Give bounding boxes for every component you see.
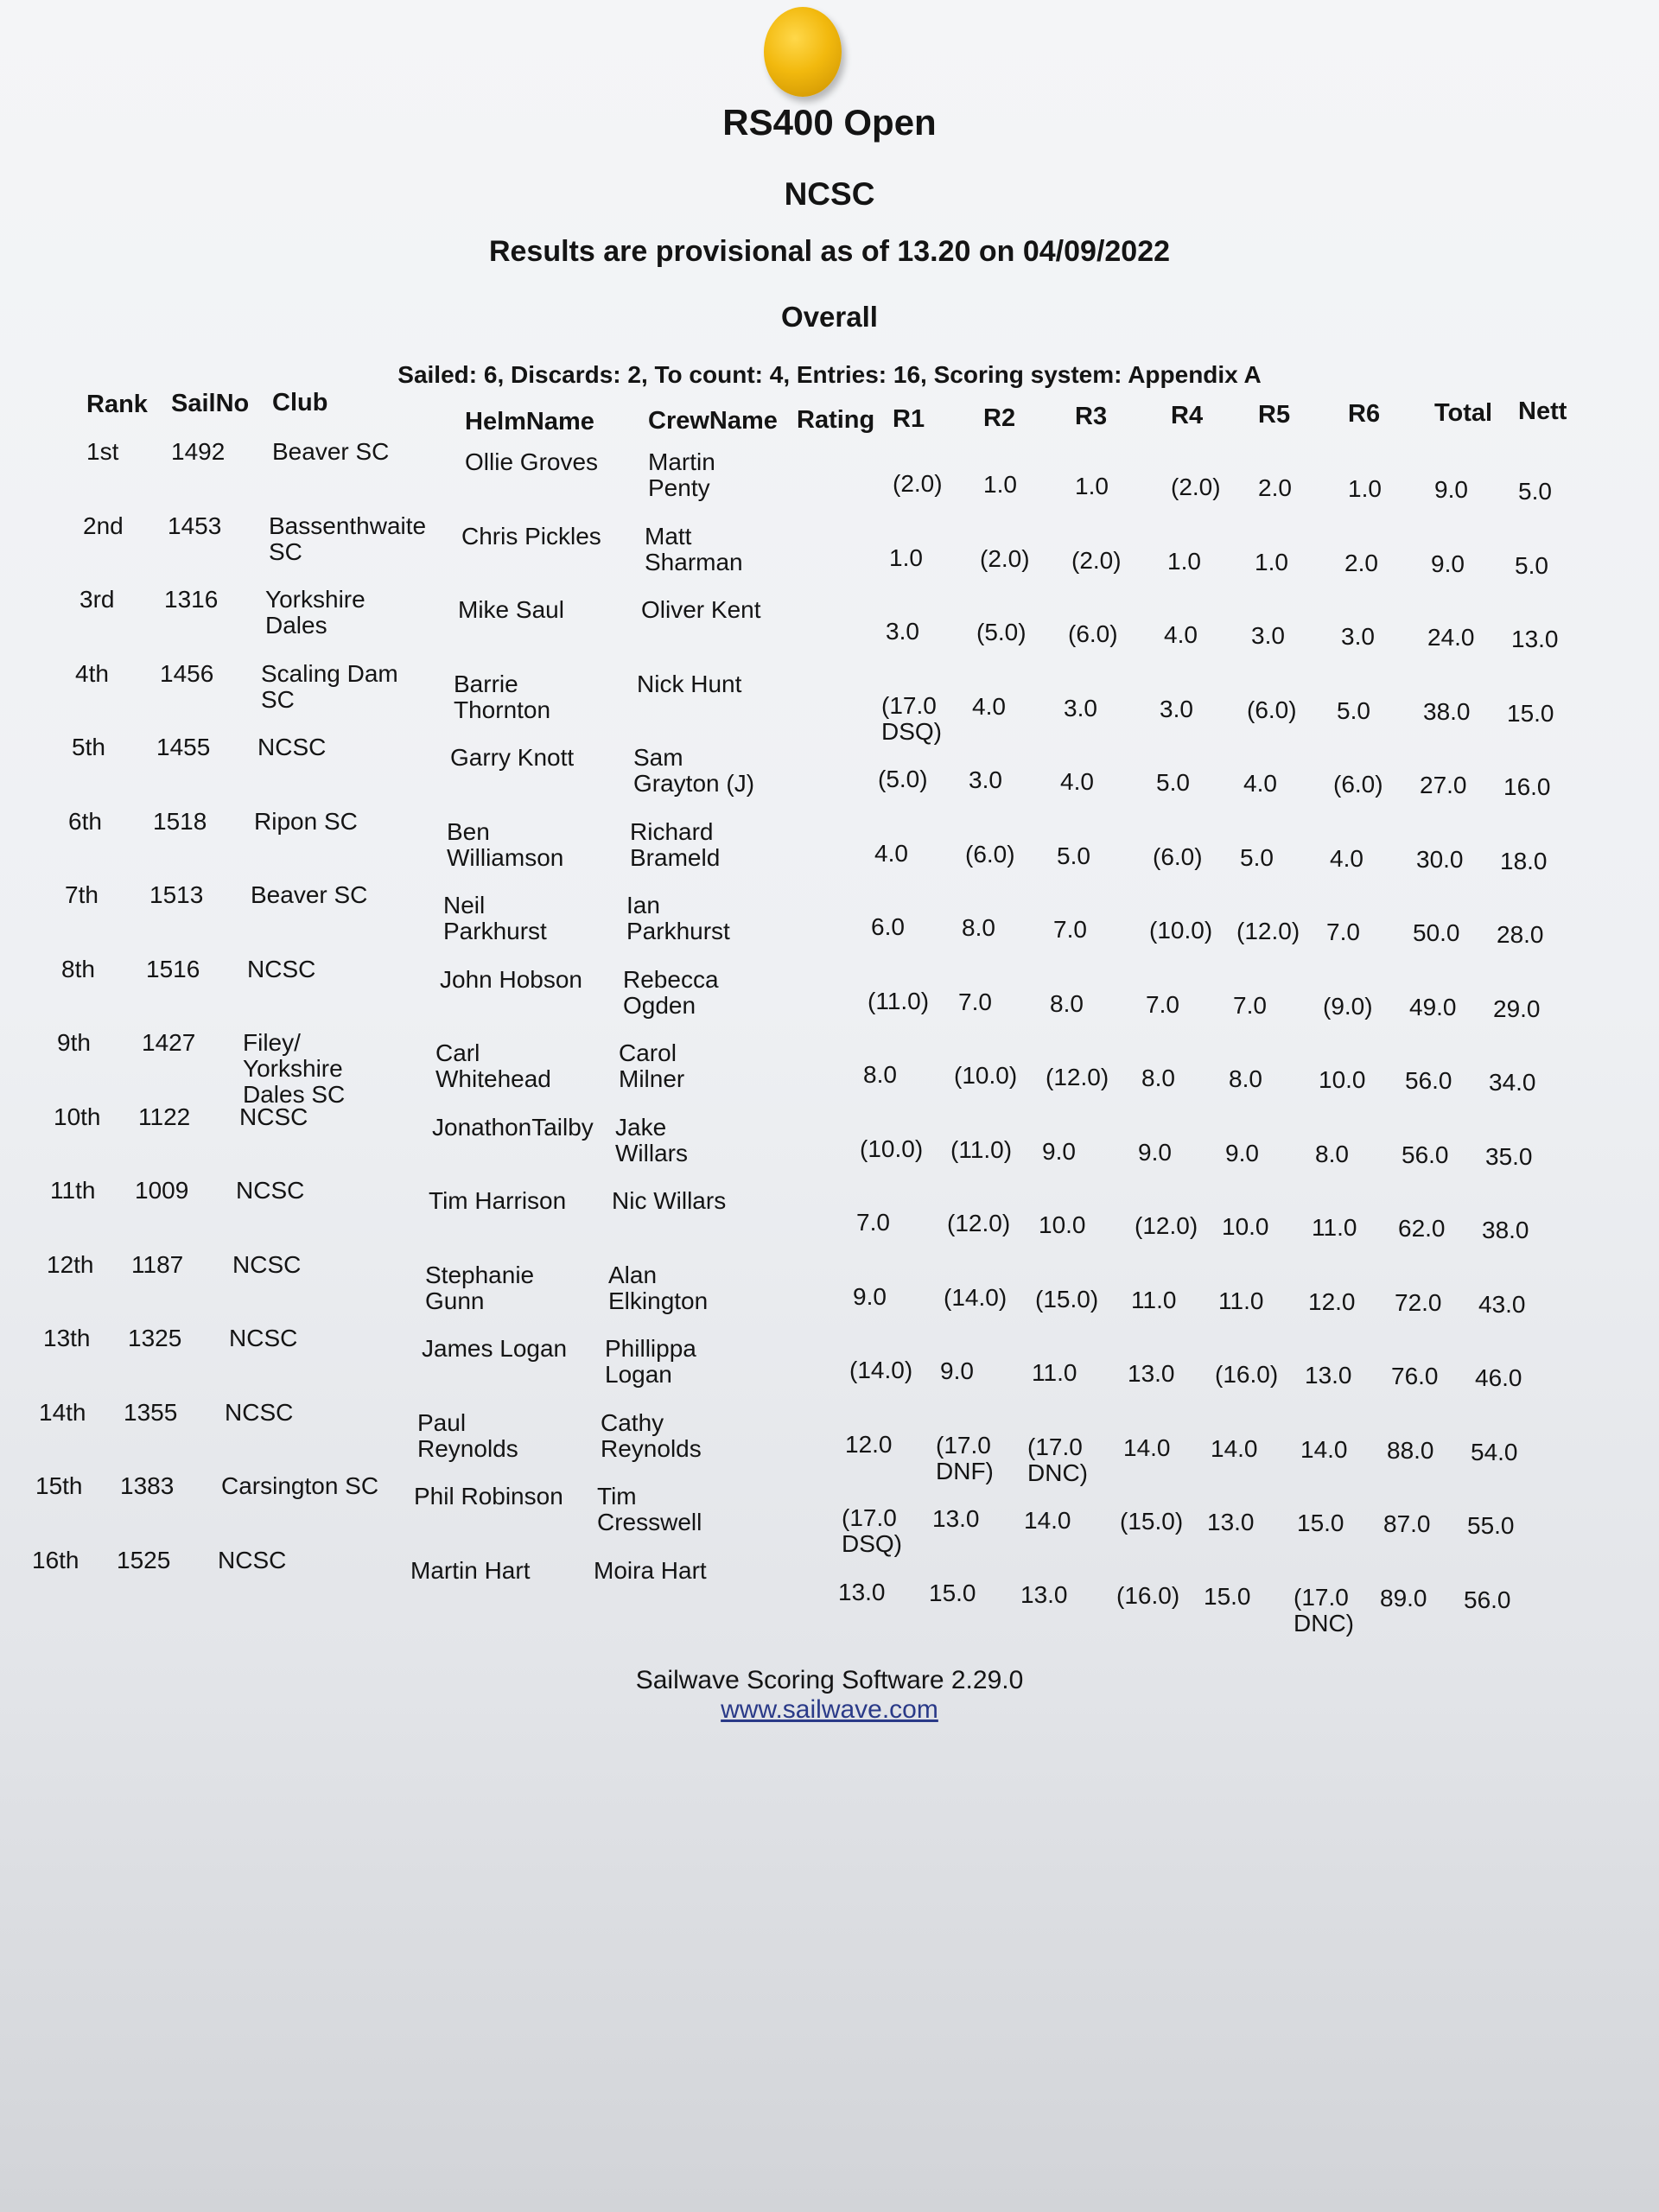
cell-total: 9.0 [1431, 550, 1465, 577]
cell-nett: 28.0 [1497, 921, 1544, 948]
cell-nett: 54.0 [1471, 1439, 1518, 1465]
cell-r4: (12.0) [1135, 1212, 1198, 1239]
cell-helm-name: John Hobson [440, 966, 583, 993]
cell-total: 88.0 [1387, 1437, 1434, 1464]
cell-r1: 3.0 [886, 618, 919, 645]
cell-r1: 7.0 [856, 1209, 890, 1236]
cell-crew-name: Ian Parkhurst [626, 892, 730, 944]
cell-r4: 5.0 [1156, 769, 1190, 796]
cell-r6: 13.0 [1305, 1362, 1352, 1389]
cell-total: 56.0 [1402, 1141, 1449, 1168]
cell-crew-name: Cathy Reynolds [601, 1409, 702, 1462]
cell-r3: 13.0 [1020, 1581, 1068, 1608]
cell-r3: 11.0 [1032, 1359, 1077, 1386]
cell-r1: 8.0 [863, 1061, 897, 1088]
cell-sail-no: 1383 [120, 1472, 175, 1499]
cell-sail-no: 1009 [135, 1177, 189, 1204]
cell-club: Yorkshire Dales [265, 586, 365, 639]
cell-r2: (14.0) [944, 1284, 1007, 1311]
column-header-r4: R4 [1171, 402, 1204, 429]
cell-r1: 12.0 [845, 1431, 893, 1458]
cell-r5: 10.0 [1222, 1213, 1269, 1240]
cell-rank: 16th [32, 1547, 79, 1573]
cell-sail-no: 1427 [142, 1029, 196, 1056]
cell-r6: 8.0 [1315, 1141, 1349, 1167]
cell-r3: 8.0 [1050, 990, 1084, 1017]
cell-r2: (17.0 DNF) [936, 1432, 994, 1484]
cell-crew-name: Jake Willars [615, 1114, 688, 1166]
series-summary: Sailed: 6, Discards: 2, To count: 4, Entries: 16, Scoring system: Appendix A [397, 361, 1262, 388]
sailwave-link[interactable]: www.sailwave.com [721, 1695, 938, 1724]
software-credit: Sailwave Scoring Software 2.29.0 [635, 1666, 1024, 1694]
cell-rank: 6th [68, 808, 102, 835]
column-header-sail-no: SailNo [171, 390, 250, 417]
cell-r6: 3.0 [1341, 623, 1375, 650]
cell-r5: 3.0 [1251, 622, 1285, 649]
cell-r2: 13.0 [932, 1505, 980, 1532]
cell-helm-name: Mike Saul [458, 596, 564, 623]
cell-r1: 13.0 [838, 1579, 886, 1605]
cell-sail-no: 1122 [138, 1103, 191, 1130]
cell-total: 87.0 [1383, 1510, 1431, 1537]
cell-crew-name: Moira Hart [594, 1557, 707, 1584]
cell-r2: 4.0 [972, 693, 1006, 720]
cell-sail-no: 1516 [146, 956, 200, 982]
cell-helm-name: Ben Williamson [447, 818, 564, 871]
page-title: RS400 Open [722, 102, 937, 143]
cell-nett: 5.0 [1518, 478, 1552, 505]
cell-nett: 38.0 [1482, 1217, 1529, 1243]
cell-helm-name: Martin Hart [410, 1557, 531, 1584]
cell-r1: (17.0 DSQ) [881, 692, 942, 745]
cell-nett: 13.0 [1511, 626, 1559, 652]
cell-helm-name: Stephanie Gunn [425, 1262, 535, 1314]
cell-r1: 4.0 [874, 840, 908, 867]
cell-r2: (12.0) [947, 1210, 1011, 1236]
cell-r5: 4.0 [1243, 770, 1277, 797]
cell-total: 50.0 [1413, 919, 1460, 946]
cell-crew-name: Alan Elkington [608, 1262, 709, 1314]
cell-r3: 7.0 [1053, 916, 1087, 943]
cell-total: 72.0 [1395, 1289, 1442, 1316]
cell-r2: (10.0) [954, 1062, 1018, 1089]
cell-r2: (6.0) [965, 841, 1015, 868]
cell-club: NCSC [247, 956, 316, 982]
cell-club: Carsington SC [221, 1472, 379, 1499]
cell-crew-name: Tim Cresswell [597, 1483, 702, 1535]
cell-r6: (6.0) [1333, 771, 1383, 798]
footer-link-line [0, 1695, 1659, 1725]
cell-nett: 55.0 [1467, 1512, 1515, 1539]
cell-helm-name: Phil Robinson [414, 1483, 563, 1510]
cell-r4: 9.0 [1138, 1139, 1172, 1166]
cell-r5: 13.0 [1207, 1509, 1255, 1535]
cell-r6: 11.0 [1312, 1214, 1357, 1241]
cell-r3: (15.0) [1035, 1286, 1099, 1313]
cell-r2: 3.0 [969, 766, 1002, 793]
cell-r3: 5.0 [1057, 842, 1090, 869]
column-header-r1: R1 [893, 405, 925, 433]
cell-crew-name: Carol Milner [619, 1039, 685, 1092]
cell-r4: (2.0) [1171, 474, 1221, 500]
cell-r5: (16.0) [1215, 1361, 1279, 1388]
cell-helm-name: James Logan [422, 1335, 568, 1362]
cell-r2: 8.0 [962, 914, 995, 941]
cell-club: NCSC [257, 734, 327, 760]
cell-r1: (11.0) [868, 988, 930, 1014]
cell-nett: 15.0 [1507, 700, 1554, 727]
cell-club: NCSC [218, 1547, 287, 1573]
cell-rank: 1st [86, 438, 119, 465]
cell-r3: 14.0 [1024, 1507, 1071, 1534]
cell-r3: (2.0) [1071, 547, 1122, 574]
cell-crew-name: Matt Sharman [645, 523, 743, 575]
provisional-notice: Results are provisional as of 13.20 on 04/09/2022 [488, 235, 1171, 268]
cell-nett: 46.0 [1475, 1364, 1522, 1391]
cell-rank: 7th [65, 881, 99, 908]
cell-r6: 10.0 [1319, 1066, 1366, 1093]
cell-r4: (6.0) [1153, 843, 1203, 870]
cell-rank: 15th [35, 1472, 83, 1499]
cell-r6: 2.0 [1344, 550, 1378, 576]
cell-r3: 9.0 [1042, 1138, 1076, 1165]
cell-nett: 34.0 [1489, 1069, 1536, 1096]
cell-club: Beaver SC [272, 438, 390, 465]
cell-rank: 11th [50, 1177, 96, 1204]
column-header-club: Club [272, 389, 328, 416]
cell-r6: (17.0 DNC) [1294, 1584, 1354, 1637]
cell-nett: 16.0 [1503, 773, 1551, 800]
cell-helm-name: Tim Harrison [429, 1187, 567, 1214]
cell-r2: 9.0 [940, 1357, 974, 1384]
cell-r4: 3.0 [1160, 696, 1193, 722]
cell-total: 76.0 [1391, 1363, 1439, 1389]
cell-club: NCSC [239, 1103, 308, 1130]
cell-r4: 8.0 [1141, 1065, 1175, 1091]
column-header-nett: Nett [1518, 397, 1567, 425]
cell-total: 56.0 [1405, 1067, 1452, 1094]
cell-r1: (17.0 DSQ) [842, 1504, 902, 1557]
cell-r2: 1.0 [983, 471, 1017, 498]
cell-helm-name: Carl Whitehead [435, 1039, 551, 1092]
cell-rank: 5th [72, 734, 105, 760]
cell-r5: (12.0) [1236, 918, 1300, 944]
cell-crew-name: Sam Grayton (J) [633, 744, 755, 797]
cell-r6: 14.0 [1300, 1436, 1348, 1463]
cell-sail-no: 1187 [131, 1251, 184, 1278]
cell-r2: (5.0) [976, 619, 1027, 645]
section-heading: Overall [781, 301, 878, 333]
cell-r6: 4.0 [1330, 845, 1363, 872]
cell-r1: (5.0) [878, 766, 928, 792]
cell-nett: 35.0 [1485, 1143, 1533, 1170]
cell-club: Filey/ Yorkshire Dales SC [243, 1029, 346, 1108]
cell-helm-name: Neil Parkhurst [443, 892, 547, 944]
cell-rank: 10th [54, 1103, 101, 1130]
cell-helm-name: Ollie Groves [465, 448, 599, 475]
cell-total: 38.0 [1423, 698, 1471, 725]
cell-nett: 43.0 [1478, 1291, 1526, 1318]
cell-r4: (15.0) [1120, 1508, 1184, 1535]
cell-helm-name: JonathonTailby [432, 1114, 594, 1141]
cell-rank: 4th [75, 660, 109, 687]
cell-crew-name: Martin Penty [648, 448, 715, 501]
cell-r1: (10.0) [860, 1135, 924, 1162]
column-header-r6: R6 [1348, 400, 1381, 428]
column-header-crew-name: CrewName [648, 407, 778, 435]
cell-r5: 5.0 [1240, 844, 1274, 871]
cell-r1: 1.0 [889, 544, 923, 571]
cell-total: 89.0 [1380, 1585, 1427, 1611]
column-header-r3: R3 [1075, 403, 1108, 430]
club-heading: NCSC [784, 176, 875, 212]
cell-crew-name: Rebecca Ogden [623, 966, 719, 1019]
cell-r5: 2.0 [1258, 474, 1292, 501]
cell-helm-name: Barrie Thornton [454, 671, 551, 723]
cell-total: 9.0 [1434, 476, 1468, 503]
cell-r5: 8.0 [1229, 1065, 1262, 1092]
cell-crew-name: Nick Hunt [637, 671, 742, 697]
cell-helm-name: Garry Knott [450, 744, 575, 771]
cell-rank: 3rd [79, 586, 115, 613]
cell-rank: 14th [39, 1399, 86, 1426]
cell-r3: (12.0) [1046, 1064, 1109, 1090]
cell-r6: 7.0 [1326, 918, 1360, 945]
cell-helm-name: Paul Reynolds [417, 1409, 518, 1462]
column-header-rating: Rating [797, 406, 875, 434]
cell-r4: 11.0 [1131, 1287, 1177, 1313]
cell-sail-no: 1513 [149, 881, 204, 908]
cell-r4: (10.0) [1149, 917, 1213, 944]
cell-total: 49.0 [1409, 994, 1457, 1020]
cell-rank: 8th [61, 956, 95, 982]
cell-r5: (6.0) [1247, 696, 1297, 723]
cell-r1: 6.0 [871, 913, 905, 940]
cell-nett: 29.0 [1493, 995, 1541, 1022]
column-header-r5: R5 [1258, 401, 1291, 429]
cell-r3: 10.0 [1039, 1211, 1086, 1238]
cell-r5: 15.0 [1204, 1583, 1251, 1610]
cell-sail-no: 1456 [160, 660, 214, 687]
column-header-r2: R2 [983, 404, 1016, 432]
cell-helm-name: Chris Pickles [461, 523, 601, 550]
cell-rank: 13th [43, 1325, 91, 1351]
cell-r5: 1.0 [1255, 549, 1288, 575]
column-header-helm-name: HelmName [465, 408, 594, 435]
cell-sail-no: 1518 [153, 808, 207, 835]
cell-sail-no: 1455 [156, 734, 211, 760]
cell-club: NCSC [225, 1399, 294, 1426]
cell-r3: (6.0) [1068, 620, 1118, 647]
cell-r5: 9.0 [1225, 1140, 1259, 1166]
cell-sail-no: 1316 [164, 586, 219, 613]
cell-r6: 5.0 [1337, 697, 1370, 724]
cell-rank: 9th [57, 1029, 91, 1056]
cell-crew-name: Nic Willars [612, 1187, 727, 1214]
cell-r3: 1.0 [1075, 473, 1109, 499]
cell-r4: 14.0 [1123, 1434, 1171, 1461]
cell-r2: 7.0 [958, 988, 992, 1015]
cell-r6: 1.0 [1348, 475, 1382, 502]
cell-club: Beaver SC [251, 881, 368, 908]
cell-total: 62.0 [1398, 1215, 1446, 1242]
cell-sail-no: 1492 [171, 438, 226, 465]
cell-r2: (2.0) [980, 545, 1030, 572]
cell-r1: (2.0) [893, 470, 943, 497]
cell-r1: (14.0) [849, 1357, 913, 1383]
cell-r4: 4.0 [1164, 621, 1198, 648]
cell-r4: (16.0) [1116, 1582, 1180, 1609]
cell-sail-no: 1525 [117, 1547, 171, 1573]
cell-r3: (17.0 DNC) [1027, 1433, 1088, 1486]
cell-crew-name: Phillippa Logan [605, 1335, 696, 1388]
cell-total: 27.0 [1420, 772, 1467, 798]
cell-rank: 2nd [83, 512, 124, 539]
cell-sail-no: 1453 [168, 512, 222, 539]
cell-nett: 18.0 [1500, 848, 1548, 874]
cell-sail-no: 1355 [124, 1399, 178, 1426]
cell-r5: 11.0 [1218, 1287, 1264, 1314]
cell-club: Ripon SC [254, 808, 358, 835]
cell-club: Scaling Dam SC [261, 660, 398, 713]
cell-club: Bassenthwaite SC [269, 512, 427, 565]
cell-r2: 15.0 [929, 1580, 976, 1606]
cell-r4: 13.0 [1128, 1360, 1175, 1387]
cell-r2: (11.0) [950, 1136, 1013, 1163]
cell-r5: 14.0 [1211, 1435, 1258, 1462]
cell-crew-name: Richard Brameld [630, 818, 721, 871]
cell-r6: (9.0) [1323, 993, 1373, 1020]
cell-r4: 1.0 [1167, 548, 1201, 575]
cell-r1: 9.0 [853, 1283, 887, 1310]
cell-r6: 15.0 [1297, 1510, 1344, 1536]
cell-total: 30.0 [1416, 846, 1464, 873]
cell-club: NCSC [229, 1325, 298, 1351]
cell-rank: 12th [47, 1251, 94, 1278]
cell-r6: 12.0 [1308, 1288, 1356, 1315]
cell-r3: 4.0 [1060, 768, 1094, 795]
cell-total: 24.0 [1427, 624, 1475, 651]
cell-r5: 7.0 [1233, 992, 1267, 1019]
cell-sail-no: 1325 [128, 1325, 182, 1351]
cell-r4: 7.0 [1146, 991, 1179, 1018]
cell-club: NCSC [232, 1251, 302, 1278]
cell-nett: 5.0 [1515, 552, 1548, 579]
column-header-total: Total [1434, 399, 1493, 427]
cell-club: NCSC [236, 1177, 305, 1204]
column-header-rank: Rank [86, 391, 148, 418]
cell-nett: 56.0 [1464, 1586, 1511, 1613]
cell-r3: 3.0 [1064, 695, 1097, 721]
cell-crew-name: Oliver Kent [641, 596, 761, 623]
